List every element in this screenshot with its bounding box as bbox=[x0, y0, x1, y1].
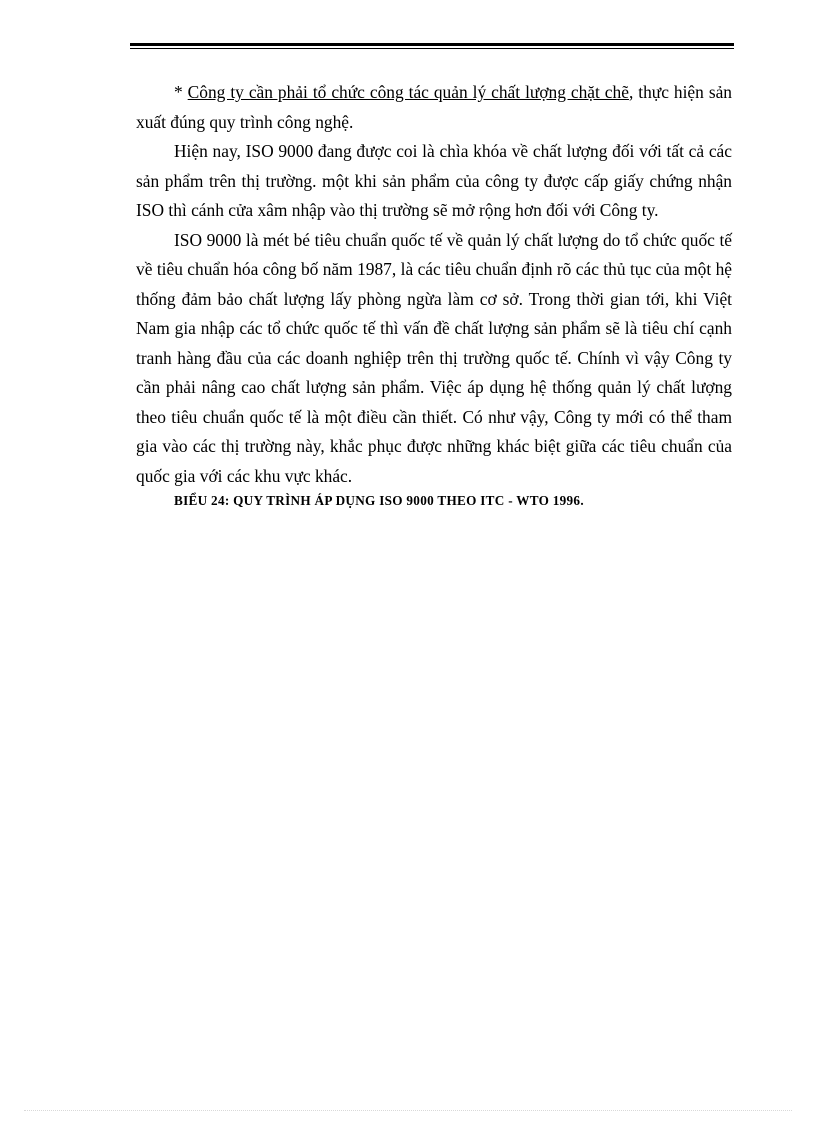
footer-dotted-line bbox=[24, 1110, 792, 1112]
paragraph-recommendation-rest: , thực hiện sản xuất đúng quy trình công nghệ. bbox=[136, 82, 732, 132]
header-double-rule bbox=[130, 43, 734, 49]
paragraph-iso-definition: ISO 9000 là mét bé tiêu chuẩn quốc tế về quản lý chất lượng do tổ chức quốc tế về tiêu chuẩn hóa công bố năm 1987, là các tiêu chuẩn định rõ các thủ tục của một hệ thống đảm bảo chất lượng lấy phòng ngừa làm cơ sở. Trong thời gian tới, khi Việt Nam gia nhập các tổ chức quốc tế thì vấn đề chất lượng sản phẩm sẽ là tiêu chí cạnh tranh hàng đầu của các doanh nghiệp trên thị trường quốc tế. Chính vì vậy Công ty cần phải nâng cao chất lượng sản phẩm. Việc áp dụng hệ thống quản lý chất lượng theo tiêu chuẩn quốc tế là một điều cần thiết. Có như vậy, Công ty mới có thể tham gia vào các thị trường này, khắc phục được những khác biệt giữa các tiêu chuẩn của quốc gia với các khu vực khác. bbox=[136, 229, 732, 486]
document-body bbox=[136, 78, 732, 511]
underlined-heading: Công ty cần phải tổ chức công tác quản lý chất lượng chặt chẽ bbox=[187, 82, 629, 102]
figure-caption: BIỂU 24: QUY TRÌNH ÁP DỤNG ISO 9000 THEO ITC - WTO 1996. bbox=[174, 493, 584, 508]
paragraph-recommendation bbox=[136, 78, 732, 137]
paragraph-iso-key: Hiện nay, ISO 9000 đang được coi là chìa khóa về chất lượng đối với tất cả các sản phẩm trên thị trường. một khi sản phẩm của công ty được cấp giấy chứng nhận ISO thì cánh cửa xâm nhập vào thị trường sẽ mở rộng hơn đối với Công ty. bbox=[136, 141, 732, 220]
bullet-prefix: * bbox=[174, 82, 188, 102]
